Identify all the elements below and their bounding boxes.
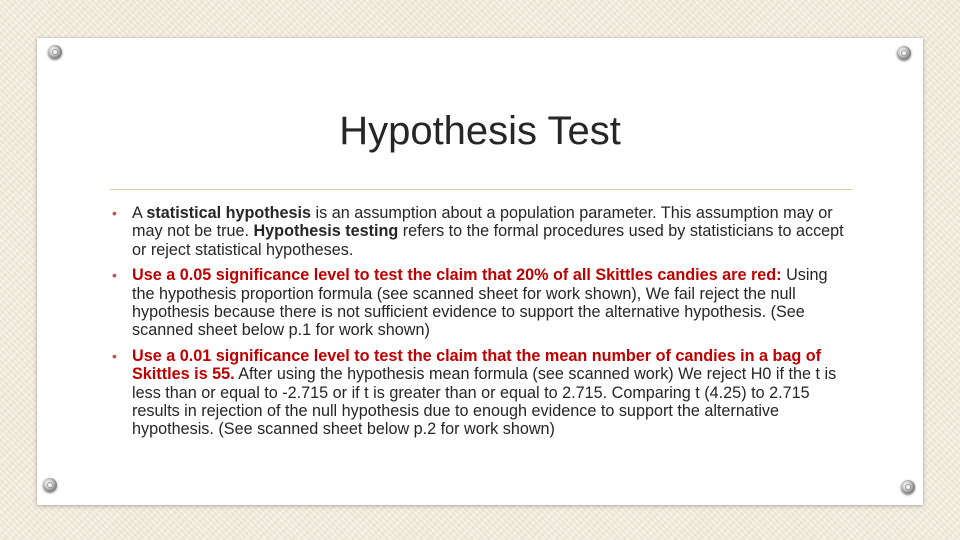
bullet-icon: •: [112, 267, 117, 284]
bullet-definition: [112, 204, 847, 259]
claim-mean: Use a 0.01 significance level to test the claim that the mean number of candies in a bag of Skittles is 55.: [132, 346, 822, 384]
claim-proportion: Use a 0.05 significance level to test the claim that 20% of all Skittles candies are red:: [132, 266, 782, 285]
bullet-icon: •: [112, 347, 117, 364]
term-statistical-hypothesis: statistical hypothesis: [146, 204, 312, 222]
slide-title: Hypothesis Test: [339, 109, 621, 153]
title-divider: [110, 189, 852, 190]
bullet-proportion-test: [112, 266, 847, 340]
bullet-mean-test: [112, 347, 847, 439]
bullet-icon: •: [112, 205, 117, 221]
bullet-text: A: [132, 204, 147, 222]
bullet-list: [112, 204, 847, 446]
pushpin-icon: [897, 46, 911, 60]
pushpin-icon: [48, 45, 62, 59]
bullet-text: refers to the formal procedures used by statisticians to accept or reject statistical hypotheses.: [132, 222, 844, 259]
bullet-text: After using the hypothesis mean formula (see scanned work) We reject H0 if the t is less than or equal to -2.715 or if t is greater than or equal to 2.715. Comparing t (4.25) to 2.715 results in rejection of the null hypothesis due to enough evidence to support the alternative hypothesis. (See scanned sheet below p.2 for work shown): [132, 365, 837, 439]
bullet-text: is an assumption about a population parameter. This assumption may or may not be true.: [132, 204, 833, 241]
pushpin-icon: [43, 478, 57, 492]
term-hypothesis-testing: Hypothesis testing: [253, 222, 399, 241]
pushpin-icon: [901, 480, 915, 494]
bullet-text: Using the hypothesis proportion formula (see scanned sheet for work shown), We fail reject the null hypothesis because there is not sufficient evidence to support the alternative hypothesis. (See scanned sheet below p.1 for work shown): [132, 266, 828, 340]
